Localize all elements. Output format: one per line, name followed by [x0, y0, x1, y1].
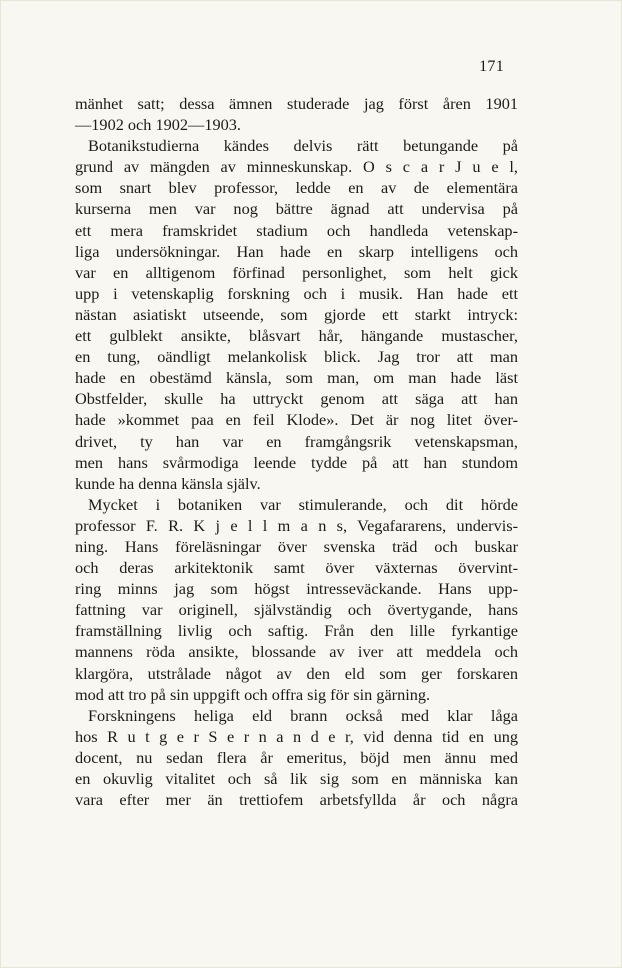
text-line: Mycket i botaniken var stimulerande, och dit hörde — [88, 494, 518, 514]
text-line: ett mera framskridet stadium och handleda vetenskap- — [75, 220, 518, 240]
text-line: Botanikstudierna kändes delvis rätt betungande på — [88, 136, 518, 156]
text-line: ning. Hans föreläsningar över svenska träd och buskar — [75, 536, 518, 556]
text-line: fattning var originell, självständig och övertygande, hans — [75, 600, 518, 620]
text-line: hade »kommet paa en feil Klode». Det är nog litet över- — [75, 410, 518, 430]
text-line: docent, nu sedan flera år emeritus, böjd men ännu med — [75, 747, 518, 767]
text-line: drivet, ty han var en framgångsrik vetenskapsman, — [75, 431, 518, 451]
text-line: framställning livlig och saftig. Från den lille fyrkantige — [75, 621, 518, 641]
text-line: upp i vetenskaplig forskning och i musik. Han hade ett — [75, 283, 518, 303]
text-line: vara efter mer än trettiofem arbetsfyllda år och några — [75, 790, 518, 810]
text-line: mänhet satt; dessa ämnen studerade jag först åren 1901 — [75, 94, 518, 113]
text-line: Forskningens heliga eld brann också med klar låga — [88, 705, 518, 725]
text-line: hos R u t g e r S e r n a n d e r, vid denna tid en ung — [75, 726, 518, 746]
text-line: Obstfelder, skulle ha uttryckt genom att säga att han — [75, 389, 518, 409]
text-line: som snart blev professor, ledde en av de elementära — [75, 178, 518, 198]
text-line: nästan asiatiskt utseende, som gjorde ett starkt intryck: — [75, 304, 518, 324]
text-line: klargöra, utstrålade något av den eld som ger forskaren — [75, 663, 518, 683]
text-line: en okuvlig vitalitet och så lik sig som en människa kan — [75, 769, 518, 788]
text-line: mod att tro på sin uppgift och offra sig för sin gärning. — [75, 684, 431, 704]
text-line: och deras arkitektonik samt över växternas övervint- — [75, 558, 518, 578]
text-line: professor F. R. K j e l l m a n s, Vegafararens, undervis- — [75, 515, 518, 535]
text-line: men hans svårmodiga leende tydde på att han stundom — [75, 452, 518, 472]
text-line: kunde ha denna känsla själv. — [75, 473, 261, 493]
text-line: ring minns jag som högst intresseväckande. Hans upp- — [75, 579, 518, 599]
text-line: mannens röda ansikte, blossande av iver att meddela och — [75, 642, 518, 662]
page-number: 171 — [479, 58, 504, 75]
text-line: ett gulblekt ansikte, blåsvart hår, hängande mustascher, — [75, 326, 518, 346]
body-text — [75, 93, 518, 810]
text-line: kurserna men var nog bättre ägnad att undervisa på — [75, 199, 518, 219]
text-line: —1902 och 1902—1903. — [75, 115, 241, 135]
text-line: grund av mängden av minneskunskap. O s c a r J u e l, — [75, 157, 518, 177]
text-line: liga undersökningar. Han hade en skarp intelligens och — [75, 241, 518, 261]
text-line: var en alltigenom förfinad personlighet, som helt gick — [75, 262, 518, 282]
text-line: hade en obestämd känsla, som man, om man hade läst — [75, 368, 518, 388]
text-line: en tung, oändligt melankolisk blick. Jag tror att man — [75, 347, 518, 367]
